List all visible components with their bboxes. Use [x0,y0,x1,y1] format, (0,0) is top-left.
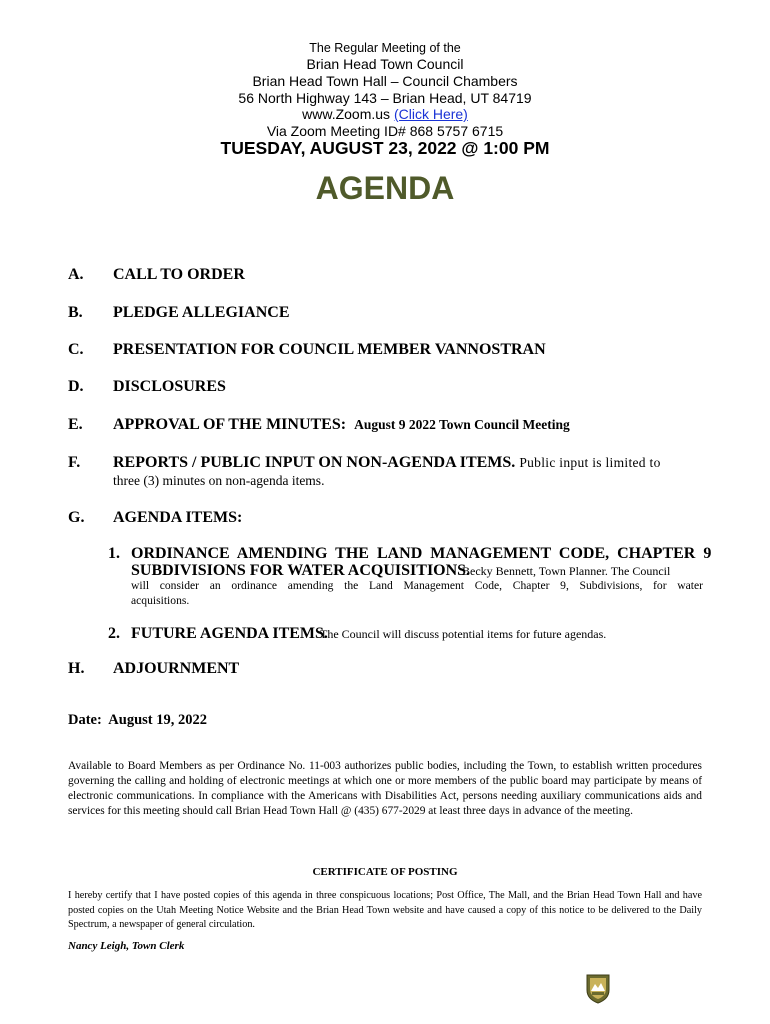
subitem-number: 1. [108,545,120,562]
posting-date [68,712,207,729]
item-label: APPROVAL OF THE MINUTES: [113,416,347,433]
certificate-title: CERTIFICATE OF POSTING [312,866,458,878]
item-letter: H. [68,660,85,677]
council-name: Brian Head Town Council [306,56,464,72]
item-label: AGENDA ITEMS: [113,509,243,526]
item-letter: A. [68,266,84,283]
zoom-line [0,106,770,122]
item-label: REPORTS / PUBLIC INPUT ON NON-AGENDA ITEMS. [113,454,516,471]
subitem-description: will consider an ordinance amending the Land Management Code, Chapter 9, Subdivisions, for water [131,579,703,592]
item-label: CALL TO ORDER [113,266,245,283]
meeting-location: Brian Head Town Hall – Council Chambers [252,73,518,89]
clerk-signature: Nancy Leigh, Town Clerk [68,940,185,952]
item-letter: D. [68,378,84,395]
subitem-number: 2. [108,625,120,642]
item-label: PRESENTATION FOR COUNCIL MEMBER VANNOSTRAN [113,341,546,358]
item-letter: B. [68,304,83,321]
zoom-meeting-id: Via Zoom Meeting ID# 868 5757 6715 [266,123,504,139]
subitem-description-cont: acquisitions. [131,594,190,607]
posting-date-value: August 19, 2022 [108,712,207,728]
item-letter: C. [68,341,84,358]
item-label: DISCLOSURES [113,378,226,395]
subitem-title: ORDINANCE AMENDING THE LAND MANAGEMENT CODE, CHAPTER 9 [131,545,712,562]
minutes-meeting: August 9 2022 Town Council Meeting [354,417,570,432]
item-letter: F. [68,454,81,471]
public-input-note: Public input is limited to [519,455,661,470]
item-letter: E. [68,416,83,433]
posting-date-label: Date: [68,712,102,728]
item-label: ADJOURNMENT [113,660,240,677]
agenda-title: AGENDA [315,170,455,206]
zoom-site: www.Zoom.us [302,106,391,122]
meeting-date-time: TUESDAY, AUGUST 23, 2022 @ 1:00 PM [220,138,550,158]
zoom-click-here-link[interactable]: (Click Here) [393,106,468,122]
meeting-type: The Regular Meeting of the [309,41,461,55]
item-letter: G. [68,509,85,526]
subitem-presenter: Becky Bennett, Town Planner. The Council [462,564,671,578]
subitem-title: FUTURE AGENDA ITEMS. [131,625,328,642]
subitem-title-cont: SUBDIVISIONS FOR WATER ACQUISITIONS. [131,562,471,579]
ada-notice: Available to Board Members as per Ordinance No. 11-003 authorizes public bodies, including the Town, to establish written procedures governing the calling and holding of electronic meetings at which one or more members of the public board may participate by means of electronic communications. In compliance with the Americans with Disabilities Act, persons needing auxiliary communications aids and services for this meeting should call Brian Head Town Hall @ (435) 677-2029 at least three days in advance of the meeting. [68,760,702,817]
subitem-description: The Council will discuss potential items for future agendas. [320,627,607,641]
town-seal-icon [585,972,611,1004]
certificate-text: I hereby certify that I have posted copies of this agenda in three conspicuous locations; Post Office, The Mall, and the Brian Head Town Hall and have posted copies on the Utah Meeting Notice Website and the Brian Head Town website and have caused a copy of this notice to be delivered to the Daily Spectrum, a newspaper of general circulation. [68,890,702,930]
public-input-note-cont: three (3) minutes on non-agenda items. [113,473,325,488]
item-label: PLEDGE ALLEGIANCE [113,304,290,321]
meeting-address: 56 North Highway 143 – Brian Head, UT 84719 [238,90,532,106]
